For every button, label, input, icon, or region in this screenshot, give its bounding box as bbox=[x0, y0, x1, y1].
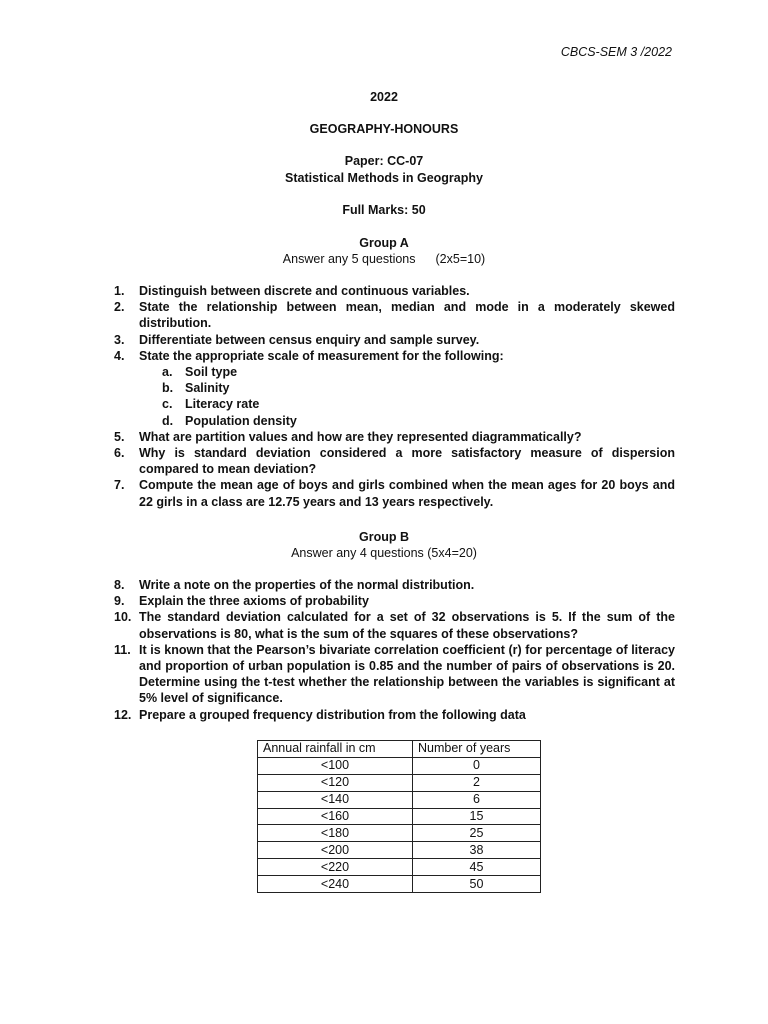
question-12 bbox=[114, 707, 675, 723]
table-row bbox=[258, 825, 541, 842]
table-row bbox=[258, 842, 541, 859]
question-text: Explain the three axioms of probability bbox=[139, 594, 369, 609]
rainfall-cell: <140 bbox=[258, 791, 413, 808]
years-cell: 25 bbox=[413, 825, 541, 842]
rainfall-cell: <200 bbox=[258, 842, 413, 859]
rainfall-cell: <100 bbox=[258, 757, 413, 774]
sub-item-letter: c. bbox=[162, 397, 173, 412]
table-row bbox=[258, 876, 541, 893]
years-cell: 15 bbox=[413, 808, 541, 825]
sub-item-letter: d. bbox=[162, 413, 174, 428]
group-b-questions bbox=[114, 577, 675, 723]
rainfall-cell: <120 bbox=[258, 774, 413, 791]
question-1 bbox=[114, 283, 675, 299]
question-number: 3. bbox=[114, 332, 125, 347]
table-row bbox=[258, 859, 541, 876]
column-header-rainfall: Annual rainfall in cm bbox=[258, 741, 413, 758]
question-text: Distinguish between discrete and continuous variables. bbox=[139, 284, 470, 298]
years-cell: 50 bbox=[413, 876, 541, 893]
question-text: Compute the mean age of boys and girls combined when the mean ages for 20 boys and 22 girls in a class are 12.75 years and 13 years respectively. bbox=[139, 478, 675, 509]
question-9 bbox=[114, 593, 675, 609]
question-4 bbox=[114, 348, 675, 364]
question-4-item-c bbox=[114, 396, 675, 412]
column-header-years: Number of years bbox=[413, 741, 541, 758]
paper-code: Paper: CC-07 bbox=[344, 154, 424, 168]
question-11 bbox=[114, 642, 675, 707]
sub-item-text: Literacy rate bbox=[185, 397, 260, 412]
question-number: 7. bbox=[114, 478, 125, 493]
question-number: 4. bbox=[114, 348, 125, 363]
question-6 bbox=[114, 445, 675, 477]
sub-item-text: Salinity bbox=[185, 381, 230, 396]
years-cell: 2 bbox=[413, 774, 541, 791]
question-number: 11. bbox=[114, 642, 131, 657]
table-row bbox=[258, 757, 541, 774]
question-text: It is known that the Pearson’s bivariate correlation coefficient (r) for percentage of literacy and proportion of urban population is 0.85 and the number of pairs of observations is 20. Determine using the t-test whether the relationship between the variables is significant at 5% level of significance. bbox=[139, 642, 675, 706]
question-8 bbox=[114, 577, 675, 593]
sub-item-text: Population density bbox=[185, 413, 297, 428]
question-5 bbox=[114, 429, 675, 445]
question-2 bbox=[114, 299, 675, 331]
years-cell: 0 bbox=[413, 757, 541, 774]
rainfall-cell: <180 bbox=[258, 825, 413, 842]
header-reference: CBCS-SEM 3 /2022 bbox=[560, 45, 672, 59]
table-row bbox=[258, 791, 541, 808]
rainfall-cell: <240 bbox=[258, 876, 413, 893]
sub-item-letter: a. bbox=[162, 365, 173, 380]
question-4-item-a bbox=[114, 364, 675, 380]
paper-title: Statistical Methods in Geography bbox=[285, 171, 483, 185]
years-cell: 45 bbox=[413, 859, 541, 876]
question-text: What are partition values and how are they represented diagrammatically? bbox=[139, 429, 582, 444]
question-number: 5. bbox=[114, 429, 125, 444]
table-row bbox=[258, 774, 541, 791]
question-text: Why is standard deviation considered a more satisfactory measure of dispersion compared to mean deviation? bbox=[139, 446, 675, 477]
rainfall-cell: <220 bbox=[258, 859, 413, 876]
group-a-title: Group A bbox=[359, 236, 409, 250]
question-4-item-d bbox=[114, 413, 675, 429]
question-4-item-b bbox=[114, 380, 675, 396]
group-a-instruction bbox=[0, 251, 768, 267]
exam-year: 2022 bbox=[370, 90, 398, 104]
group-b-title: Group B bbox=[359, 530, 409, 544]
rainfall-cell: <160 bbox=[258, 808, 413, 825]
question-3 bbox=[114, 332, 675, 348]
question-number: 6. bbox=[114, 446, 125, 461]
table-header-row bbox=[258, 741, 541, 758]
group-a-questions bbox=[114, 283, 675, 510]
table-row bbox=[258, 808, 541, 825]
question-text: Prepare a grouped frequency distribution from the following data bbox=[139, 707, 526, 722]
question-10 bbox=[114, 609, 675, 641]
question-number: 9. bbox=[114, 594, 125, 609]
group-a-instruction-text: Answer any 5 questions bbox=[282, 252, 416, 266]
sub-item-text: Soil type bbox=[185, 365, 238, 380]
question-number: 12. bbox=[114, 707, 132, 722]
question-text: Differentiate between census enquiry and sample survey. bbox=[139, 332, 480, 347]
question-number: 10. bbox=[114, 610, 132, 625]
subject-title: GEOGRAPHY-HONOURS bbox=[309, 122, 459, 136]
question-text: State the appropriate scale of measurement for the following: bbox=[139, 348, 504, 363]
question-number: 2. bbox=[114, 300, 125, 315]
years-cell: 6 bbox=[413, 791, 541, 808]
question-text: Write a note on the properties of the normal distribution. bbox=[139, 578, 475, 592]
question-7 bbox=[114, 477, 675, 509]
sub-item-letter: b. bbox=[162, 381, 174, 396]
full-marks: Full Marks: 50 bbox=[342, 203, 426, 217]
years-cell: 38 bbox=[413, 842, 541, 859]
rainfall-table bbox=[257, 740, 541, 893]
question-number: 1. bbox=[114, 284, 125, 298]
question-text: State the relationship between mean, median and mode in a moderately skewed distribution. bbox=[139, 300, 675, 331]
group-a-marks: (2x5=10) bbox=[435, 252, 486, 266]
question-number: 8. bbox=[114, 578, 125, 592]
group-b-instruction: Answer any 4 questions (5x4=20) bbox=[291, 546, 477, 560]
question-text: The standard deviation calculated for a set of 32 observations is 5. If the sum of the observations is 80, what is the sum of the squares of these observations? bbox=[139, 610, 675, 641]
